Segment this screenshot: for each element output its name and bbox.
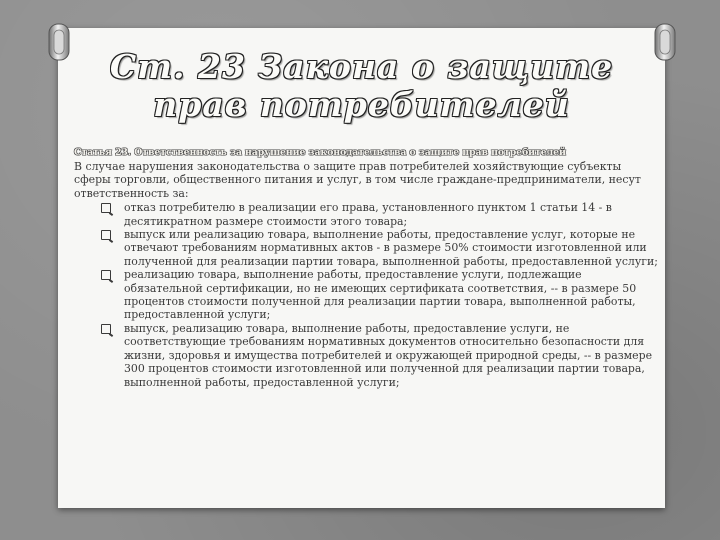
checkbox-square-icon	[101, 324, 111, 334]
list-item	[74, 228, 658, 268]
list-item-text: реализацию товара, выполнение работы, предоставление услуги, подлежащие обязательной сертификации, но не имеющих сертификата соответствия, -- в размере 50 процентов стоимости полученной для реализации партии товара, выполненной работы, предоставленной услуги;	[124, 268, 637, 322]
slide-content	[74, 146, 658, 389]
checkbox-square-icon	[101, 270, 111, 280]
list-item	[74, 201, 658, 228]
slide-title	[58, 48, 665, 124]
liability-list	[74, 201, 658, 389]
checkbox-square-icon	[101, 230, 111, 240]
list-item-text: отказ потребителю в реализации его права, установленного пунктом 1 статьи 14 - в десятикратном размере стоимости этого товара;	[124, 201, 612, 228]
checkbox-square-icon	[101, 203, 111, 213]
list-item-text: выпуск, реализацию товара, выполнение работы, предоставление услуги, не соответствующие требованиям нормативных документов относительно безопасности для жизни, здоровья и имущества потребителей и окружающей природной среды, -- в размере 300 процентов стоимости изготовленной или полученной для реализации партии товара, выполненной работы, предоставленной услуги;	[124, 321, 653, 389]
slide-title-line-2: прав потребителей	[153, 85, 570, 124]
list-item	[74, 322, 658, 389]
list-item	[74, 268, 658, 322]
article-subtitle: Статья 23. Ответственность за нарушение законодательства о защите прав потребителей	[74, 147, 566, 158]
slide-title-line-1: Ст. 23 Закона о защите	[109, 47, 614, 86]
list-item-text: выпуск или реализацию товара, выполнение работы, предоставление услуг, которые не отвечают требованиям нормативных актов - в размере 50% стоимости изготовленной или полученной для реализации партии товара, выполненной работы, предоставленной услуги;	[124, 228, 658, 268]
intro-paragraph: В случае нарушения законодательства о защите прав потребителей хозяйствующие субъекты сферы торговли, общественного питания и услуг, в том числе граждане-предприниматели, несут ответственность за:	[74, 160, 641, 200]
